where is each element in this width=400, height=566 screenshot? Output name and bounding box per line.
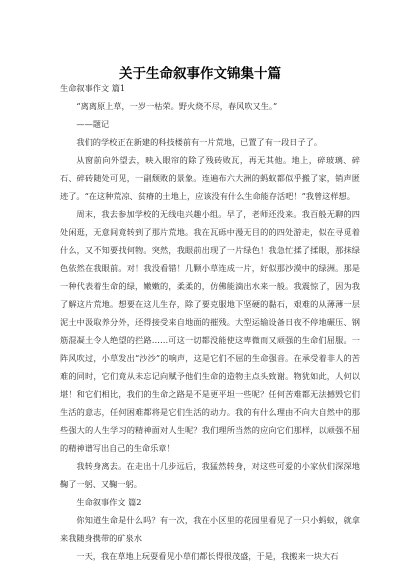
paragraph: 一天，我在草地上玩耍看见小草们都长得很茂盛，于是，我搬来一块大石 [76, 551, 339, 561]
paragraph: 从窗前向外望去，映入眼帘的除了残砖败瓦，再无其他。地上，碎玻璃、碎石、碎砖随处可见，一副颓败的景象。连遍布六大洲的蚂蚁都似乎搬了家，销声匿迹了。“在这种荒凉、贫瘠的土地上，应该没有什么生命能存活吧！”我曾这样想。 [60, 155, 360, 201]
section-heading: 生命叙事作文 篇2 [76, 497, 142, 507]
epigraph-attribution: ——题记 [76, 119, 110, 129]
paragraph: 我转身离去。在走出十几步远后，我猛然转身，对这些可爱的小家伙们深深地鞠了一躬、又鞠一躬。 [60, 461, 360, 489]
paragraph: 我们的学校正在新建的科技楼前有一片荒地，已置了有一段日子了。 [76, 137, 323, 147]
paragraph: 周末，我去参加学校的无线电兴趣小组。早了，老师还没来。我百般无聊的四处闲逛，无意间竟转到了那片荒地。我在瓦砾中漫无目的的四处游走，似在寻觅着什么，又不知要找何物。突然，我眼前出现了一片绿色！我急忙揉了揉眼，那抹绿色依然在我眼前。对！我没看错！几颗小草连成一片，好似那沙漠中的绿洲。那是一种代表着生命的绿，嫩嫩的，柔柔的，仿佛能滴出水来一般。我震惊了，因为我了解这片荒地。想要在这儿生存，除了要克服地下坚硬的黏石，艰难的从薄薄一层泥土中汲取养分外，还得接受来自地面的摧残。大型运输设备日夜不停地碾压、钢筋混凝土令人绝望的拦路……可这一切都没能使这卑微而又顽强的生命们屈服。一阵风吹过，小草发出“沙沙”的响声，这是它们不屈的生命强音。在承受着非人的苦难的同时，它们竟从未忘记向赋予他们生命的造物主点头致谢。物犹如此，人何以堪！和它们相比，我们的生命之路是不是更平坦一些呢？任何苦难都无法撼毁它们生活的意志，任何困难都将是它们生活的动力。我的有什么理由不向大自然中的那些强大的人生学习的精神面对人生呢？我们理所当然的应向它们那样，以顽强不屈的精神谱写出自己的生命乐章！ [60, 209, 360, 453]
document-title: 关于生命叙事作文锦集十篇 [119, 66, 281, 82]
paragraph: 你知道生命是什么吗？有一次，我在小区里的花园里看见了一只小蚂蚁，就拿来我随身携带的矿泉水 [60, 515, 360, 543]
epigraph-quote: “离离原上草，一岁一枯荣。野火烧不尽，春风吹又生。” [76, 101, 278, 111]
document-body [60, 79, 360, 565]
section-heading: 生命叙事作文 篇1 [60, 83, 126, 93]
